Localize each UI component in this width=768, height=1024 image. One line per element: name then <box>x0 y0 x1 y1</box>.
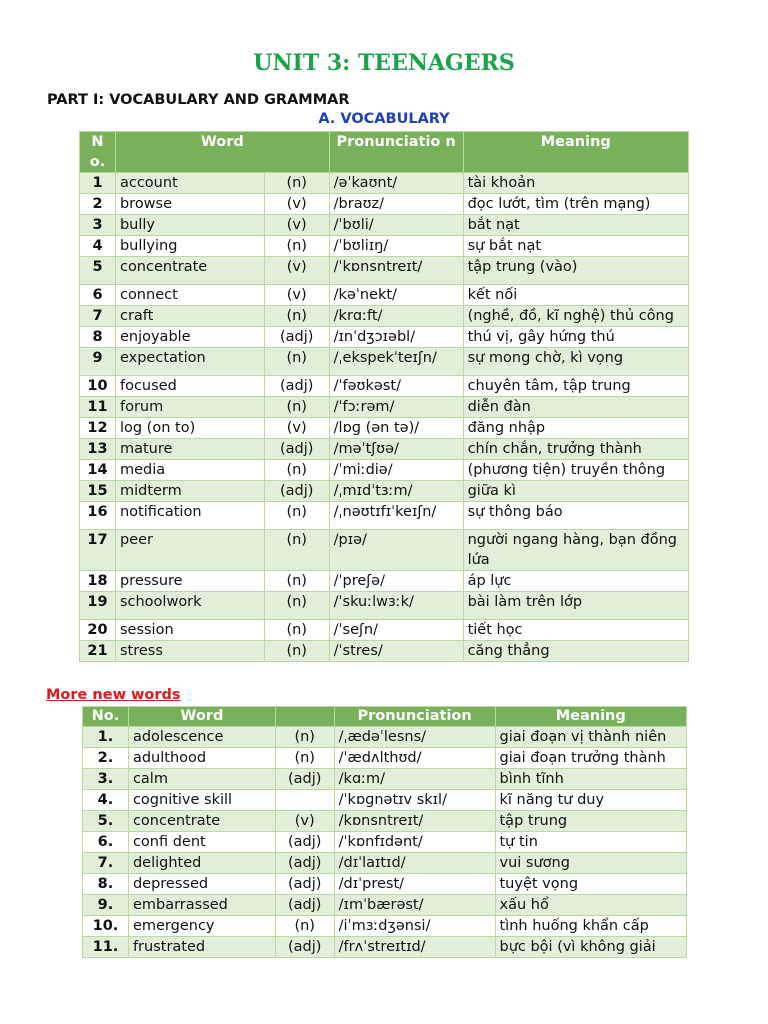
word-type-cell: (n) <box>264 641 329 662</box>
word-cell: forum <box>115 397 264 418</box>
meaning-cell: kĩ năng tư duy <box>495 790 687 811</box>
table-row <box>80 215 689 236</box>
table-row <box>80 194 689 215</box>
row-number: 18 <box>80 571 116 592</box>
row-number: 16 <box>80 502 116 530</box>
meaning-cell: đăng nhập <box>463 418 688 439</box>
word-cell: log (on to) <box>115 418 264 439</box>
meaning-cell: kết nối <box>463 285 688 306</box>
header-pronunciation: Pronunciation <box>334 707 495 727</box>
word-cell: schoolwork <box>115 592 264 620</box>
word-cell: bullying <box>115 236 264 257</box>
table-row <box>80 348 689 376</box>
pronunciation-cell: /ˈkɒnsntreɪt/ <box>329 257 463 285</box>
word-type-cell: (n) <box>264 173 329 194</box>
word-type-cell: (n) <box>275 748 334 769</box>
row-number: 19 <box>80 592 116 620</box>
word-cell: calm <box>128 769 275 790</box>
pronunciation-cell: /əˈkaʊnt/ <box>329 173 463 194</box>
row-number: 5 <box>80 257 116 285</box>
row-number: 6. <box>83 832 129 853</box>
word-cell: connect <box>115 285 264 306</box>
word-type-cell: (adj) <box>275 832 334 853</box>
part-heading: PART I: VOCABULARY AND GRAMMAR <box>47 92 350 108</box>
table-row <box>80 236 689 257</box>
word-type-cell: (n) <box>264 592 329 620</box>
pronunciation-cell: /kəˈnekt/ <box>329 285 463 306</box>
pronunciation-cell: /braʊz/ <box>329 194 463 215</box>
row-number: 8 <box>80 327 116 348</box>
pronunciation-cell: /ˈmiːdiə/ <box>329 460 463 481</box>
pronunciation-cell: /frʌˈstreɪtɪd/ <box>334 937 495 958</box>
word-cell: notification <box>115 502 264 530</box>
word-cell: emergency <box>128 916 275 937</box>
word-type-cell: (adj) <box>264 327 329 348</box>
table-row <box>80 481 689 502</box>
meaning-cell: diễn đàn <box>463 397 688 418</box>
meaning-cell: tiết học <box>463 620 688 641</box>
row-number: 8. <box>83 874 129 895</box>
pronunciation-cell: /ˈskuːlwɜːk/ <box>329 592 463 620</box>
pronunciation-cell: /kɒnsntreɪt/ <box>334 811 495 832</box>
pronunciation-cell: /dɪˈprest/ <box>334 874 495 895</box>
header-type-empty <box>275 707 334 727</box>
row-number: 7 <box>80 306 116 327</box>
row-number: 12 <box>80 418 116 439</box>
word-type-cell: (n) <box>264 306 329 327</box>
row-number: 3. <box>83 769 129 790</box>
word-type-cell: (adj) <box>275 937 334 958</box>
meaning-cell: giai đoạn trưởng thành <box>495 748 687 769</box>
word-cell: craft <box>115 306 264 327</box>
pronunciation-cell: /ˈstres/ <box>329 641 463 662</box>
meaning-cell: chín chắn, trưởng thành <box>463 439 688 460</box>
vocabulary-header-row <box>80 132 689 173</box>
table-row <box>80 530 689 571</box>
word-type-cell: (v) <box>264 418 329 439</box>
pronunciation-cell: /ˌekspekˈteɪʃn/ <box>329 348 463 376</box>
word-cell: focused <box>115 376 264 397</box>
row-number: 4. <box>83 790 129 811</box>
pronunciation-cell: /ɪmˈbærəst/ <box>334 895 495 916</box>
word-cell: session <box>115 620 264 641</box>
row-number: 2 <box>80 194 116 215</box>
pronunciation-cell: /ˈkɒnfɪdənt/ <box>334 832 495 853</box>
meaning-cell: xấu hổ <box>495 895 687 916</box>
table-row <box>83 937 687 958</box>
meaning-cell: chuyên tâm, tập trung <box>463 376 688 397</box>
table-row <box>80 620 689 641</box>
word-cell: browse <box>115 194 264 215</box>
table-row <box>83 895 687 916</box>
pronunciation-cell: /lɒɡ (ən tə)/ <box>329 418 463 439</box>
table-row <box>83 832 687 853</box>
table-row <box>83 811 687 832</box>
row-number: 2. <box>83 748 129 769</box>
table-row <box>83 769 687 790</box>
table-row <box>83 853 687 874</box>
meaning-cell: đọc lướt, tìm (trên mạng) <box>463 194 688 215</box>
pronunciation-cell: /iˈmɜːdʒənsi/ <box>334 916 495 937</box>
word-cell: delighted <box>128 853 275 874</box>
meaning-cell: tình huống khẩn cấp <box>495 916 687 937</box>
pronunciation-cell: /ˈædʌlthʊd/ <box>334 748 495 769</box>
table-row <box>83 916 687 937</box>
row-number: 3 <box>80 215 116 236</box>
pronunciation-cell: /ˈseʃn/ <box>329 620 463 641</box>
word-type-cell: (n) <box>275 727 334 748</box>
page-title: UNIT 3: TEENAGERS <box>253 50 515 76</box>
word-type-cell: (adj) <box>275 895 334 916</box>
meaning-cell: sự mong chờ, kì vọng <box>463 348 688 376</box>
word-type-cell: (n) <box>264 620 329 641</box>
word-type-cell: (adj) <box>264 376 329 397</box>
pronunciation-cell: /ˌædəˈlesns/ <box>334 727 495 748</box>
table-row <box>80 173 689 194</box>
vocabulary-table <box>79 131 689 662</box>
word-cell: stress <box>115 641 264 662</box>
row-number: 6 <box>80 285 116 306</box>
header-word: Word <box>128 707 275 727</box>
word-cell: depressed <box>128 874 275 895</box>
word-cell: bully <box>115 215 264 236</box>
word-type-cell: (adj) <box>275 874 334 895</box>
meaning-cell: vui sương <box>495 853 687 874</box>
row-number: 9 <box>80 348 116 376</box>
header-no: No. <box>83 707 129 727</box>
table-row <box>80 306 689 327</box>
word-type-cell: (n) <box>275 916 334 937</box>
word-type-cell: (v) <box>264 215 329 236</box>
row-number: 10. <box>83 916 129 937</box>
more-words-header-row <box>83 707 687 727</box>
header-pronunciation: Pronunciatio n <box>329 132 463 173</box>
row-number: 13 <box>80 439 116 460</box>
table-row <box>83 727 687 748</box>
table-row <box>80 460 689 481</box>
meaning-cell: tài khoản <box>463 173 688 194</box>
meaning-cell: bình tĩnh <box>495 769 687 790</box>
word-cell: peer <box>115 530 264 571</box>
pronunciation-cell: /ˈfɔːrəm/ <box>329 397 463 418</box>
header-meaning: Meaning <box>463 132 688 173</box>
pronunciation-cell: /dɪˈlaɪtɪd/ <box>334 853 495 874</box>
table-row <box>80 257 689 285</box>
word-cell: expectation <box>115 348 264 376</box>
pronunciation-cell: /ˈbʊli/ <box>329 215 463 236</box>
pronunciation-cell: /ˈpreʃə/ <box>329 571 463 592</box>
row-number: 1 <box>80 173 116 194</box>
table-row <box>80 327 689 348</box>
header-word: Word <box>115 132 329 173</box>
word-cell: confi dent <box>128 832 275 853</box>
word-cell: frustrated <box>128 937 275 958</box>
meaning-cell: (phương tiện) truyền thông <box>463 460 688 481</box>
word-cell: pressure <box>115 571 264 592</box>
word-type-cell: (v) <box>275 811 334 832</box>
meaning-cell: tuyệt vọng <box>495 874 687 895</box>
word-type-cell: (n) <box>264 348 329 376</box>
word-type-cell: (n) <box>264 530 329 571</box>
pronunciation-cell: /ˈfəʊkəst/ <box>329 376 463 397</box>
row-number: 15 <box>80 481 116 502</box>
table-row <box>80 592 689 620</box>
row-number: 1. <box>83 727 129 748</box>
table-row <box>80 418 689 439</box>
pronunciation-cell: /ɪnˈdʒɔɪəbl/ <box>329 327 463 348</box>
row-number: 4 <box>80 236 116 257</box>
pronunciation-cell: /pɪə/ <box>329 530 463 571</box>
word-cell: adulthood <box>128 748 275 769</box>
section-heading: A. VOCABULARY <box>318 111 450 127</box>
pronunciation-cell: /məˈtʃʊə/ <box>329 439 463 460</box>
pronunciation-cell: /ˌnəʊtɪfɪˈkeɪʃn/ <box>329 502 463 530</box>
word-type-cell: (v) <box>264 285 329 306</box>
word-cell: concentrate <box>115 257 264 285</box>
word-type-cell: (adj) <box>275 853 334 874</box>
table-row <box>80 502 689 530</box>
meaning-cell: bài làm trên lớp <box>463 592 688 620</box>
meaning-cell: tập trung <box>495 811 687 832</box>
table-row <box>80 397 689 418</box>
meaning-cell: áp lực <box>463 571 688 592</box>
more-new-words-heading: More new words <box>46 687 181 703</box>
pronunciation-cell: /ˈkɒɡnətɪv skɪl/ <box>334 790 495 811</box>
word-cell: concentrate <box>128 811 275 832</box>
table-row <box>83 748 687 769</box>
meaning-cell: thú vị, gây hứng thú <box>463 327 688 348</box>
word-type-cell: (n) <box>264 397 329 418</box>
row-number: 11 <box>80 397 116 418</box>
more-words-table <box>82 706 687 958</box>
word-cell: enjoyable <box>115 327 264 348</box>
header-no: N o. <box>80 132 116 173</box>
meaning-cell: tập trung (vào) <box>463 257 688 285</box>
row-number: 17 <box>80 530 116 571</box>
meaning-cell: bắt nạt <box>463 215 688 236</box>
word-cell: adolescence <box>128 727 275 748</box>
word-type-cell: (v) <box>264 257 329 285</box>
table-row <box>83 874 687 895</box>
row-number: 20 <box>80 620 116 641</box>
row-number: 11. <box>83 937 129 958</box>
table-row <box>80 439 689 460</box>
row-number: 21 <box>80 641 116 662</box>
table-row <box>83 790 687 811</box>
word-cell: media <box>115 460 264 481</box>
word-cell: embarrassed <box>128 895 275 916</box>
row-number: 10 <box>80 376 116 397</box>
word-type-cell: (v) <box>264 194 329 215</box>
word-type-cell: (n) <box>264 236 329 257</box>
word-cell: cognitive skill <box>128 790 275 811</box>
meaning-cell: (nghề, đồ, kĩ nghệ) thủ công <box>463 306 688 327</box>
row-number: 9. <box>83 895 129 916</box>
word-type-cell: (adj) <box>264 439 329 460</box>
word-type-cell: (adj) <box>264 481 329 502</box>
header-meaning: Meaning <box>495 707 687 727</box>
row-number: 7. <box>83 853 129 874</box>
pronunciation-cell: /krɑːft/ <box>329 306 463 327</box>
pronunciation-cell: /kɑːm/ <box>334 769 495 790</box>
word-cell: mature <box>115 439 264 460</box>
table-row <box>80 285 689 306</box>
meaning-cell: người ngang hàng, bạn đồng lứa <box>463 530 688 571</box>
meaning-cell: tự tin <box>495 832 687 853</box>
word-type-cell: (n) <box>264 571 329 592</box>
meaning-cell: sự bắt nạt <box>463 236 688 257</box>
row-number: 5. <box>83 811 129 832</box>
table-row <box>80 571 689 592</box>
pronunciation-cell: /ˈbʊliɪŋ/ <box>329 236 463 257</box>
word-type-cell: (n) <box>264 460 329 481</box>
word-type-cell: (adj) <box>275 769 334 790</box>
meaning-cell: giai đoạn vị thành niên <box>495 727 687 748</box>
word-type-cell: (n) <box>264 502 329 530</box>
row-number: 14 <box>80 460 116 481</box>
meaning-cell: giữa kì <box>463 481 688 502</box>
word-type-cell <box>275 790 334 811</box>
meaning-cell: sự thông báo <box>463 502 688 530</box>
meaning-cell: bực bội (vì không giải <box>495 937 687 958</box>
table-row <box>80 641 689 662</box>
word-cell: midterm <box>115 481 264 502</box>
table-row <box>80 376 689 397</box>
meaning-cell: căng thẳng <box>463 641 688 662</box>
pronunciation-cell: /ˌmɪdˈtɜːm/ <box>329 481 463 502</box>
word-cell: account <box>115 173 264 194</box>
